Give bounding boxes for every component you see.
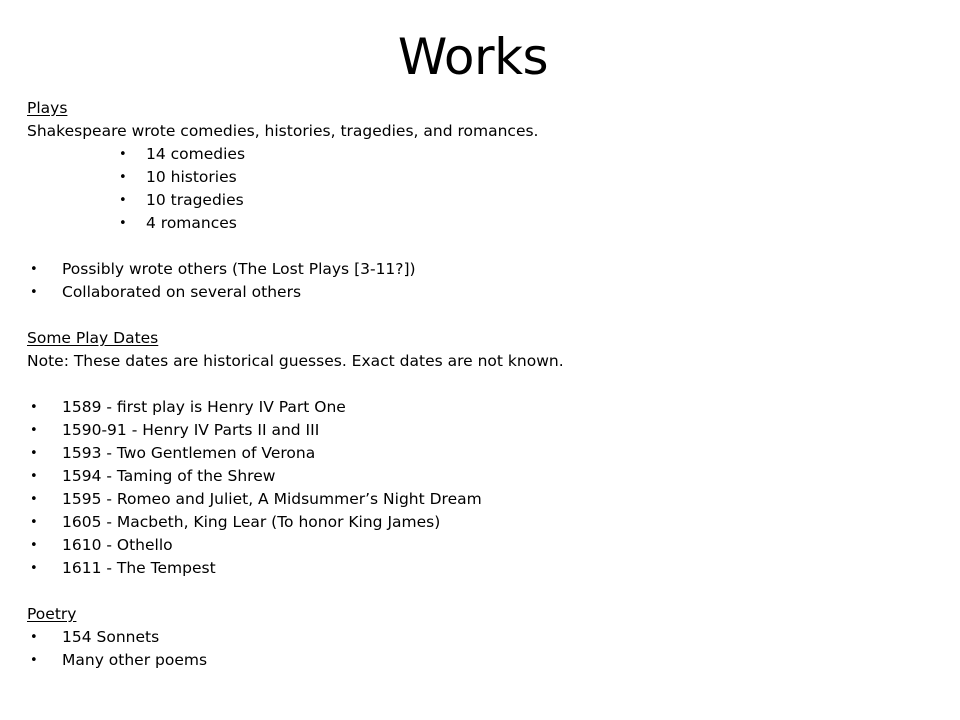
list-item: [27, 465, 927, 488]
spacer: [27, 304, 927, 327]
plays-intro: Shakespeare wrote comedies, histories, tragedies, and romances.: [27, 122, 539, 140]
play-date-item: 1593 - Two Gentlemen of Verona: [62, 444, 316, 462]
bullet-icon: •: [30, 446, 38, 461]
list-item: [27, 488, 927, 511]
list-item: [27, 189, 927, 212]
list-item: [27, 419, 927, 442]
play-count: 14 comedies: [146, 145, 246, 163]
bullet-icon: •: [30, 515, 38, 530]
plays-note: Collaborated on several others: [62, 283, 302, 301]
bullet-icon: •: [30, 492, 38, 507]
plays-note: Possibly wrote others (The Lost Plays [3-11?]): [62, 260, 416, 278]
play-date-item: 1589 - first play is Henry IV Part One: [62, 398, 346, 416]
bullet-icon: •: [30, 400, 38, 415]
bullet-icon: •: [119, 147, 127, 162]
play-count: 4 romances: [146, 214, 237, 232]
play-dates-heading: Some Play Dates: [27, 329, 159, 347]
list-item: [27, 143, 927, 166]
list-item: [27, 212, 927, 235]
play-date-item: 1595 - Romeo and Juliet, A Midsummer’s Night Dream: [62, 490, 482, 508]
poetry-heading: Poetry: [27, 605, 77, 623]
bullet-icon: •: [30, 285, 38, 300]
play-date-item: 1605 - Macbeth, King Lear (To honor King James): [62, 513, 441, 531]
slide-title: Works: [397, 28, 549, 86]
play-count: 10 tragedies: [146, 191, 244, 209]
list-item: [27, 396, 927, 419]
bullet-icon: •: [119, 216, 127, 231]
play-date-item: 1590-91 - Henry IV Parts II and III: [62, 421, 320, 439]
bullet-icon: •: [30, 538, 38, 553]
spacer: [27, 373, 927, 396]
list-item: [27, 557, 927, 580]
play-date-item: 1610 - Othello: [62, 536, 173, 554]
list-item: [27, 626, 927, 649]
bullet-icon: •: [30, 423, 38, 438]
bullet-icon: •: [30, 561, 38, 576]
poetry-item: Many other poems: [62, 651, 208, 669]
bullet-icon: •: [119, 193, 127, 208]
list-item: [27, 442, 927, 465]
bullet-icon: •: [30, 630, 38, 645]
play-date-item: 1594 - Taming of the Shrew: [62, 467, 276, 485]
play-date-item: 1611 - The Tempest: [62, 559, 216, 577]
list-item: [27, 534, 927, 557]
bullet-icon: •: [30, 469, 38, 484]
poetry-item: 154 Sonnets: [62, 628, 160, 646]
plays-heading: Plays: [27, 99, 68, 117]
bullet-icon: •: [30, 653, 38, 668]
slide-body: [27, 97, 927, 672]
play-dates-note: Note: These dates are historical guesses. Exact dates are not known.: [27, 352, 564, 370]
spacer: [27, 235, 927, 258]
list-item: [27, 649, 927, 672]
bullet-icon: •: [30, 262, 38, 277]
play-count: 10 histories: [146, 168, 237, 186]
list-item: [27, 281, 927, 304]
spacer: [27, 580, 927, 603]
list-item: [27, 511, 927, 534]
list-item: [27, 258, 927, 281]
bullet-icon: •: [119, 170, 127, 185]
list-item: [27, 166, 927, 189]
